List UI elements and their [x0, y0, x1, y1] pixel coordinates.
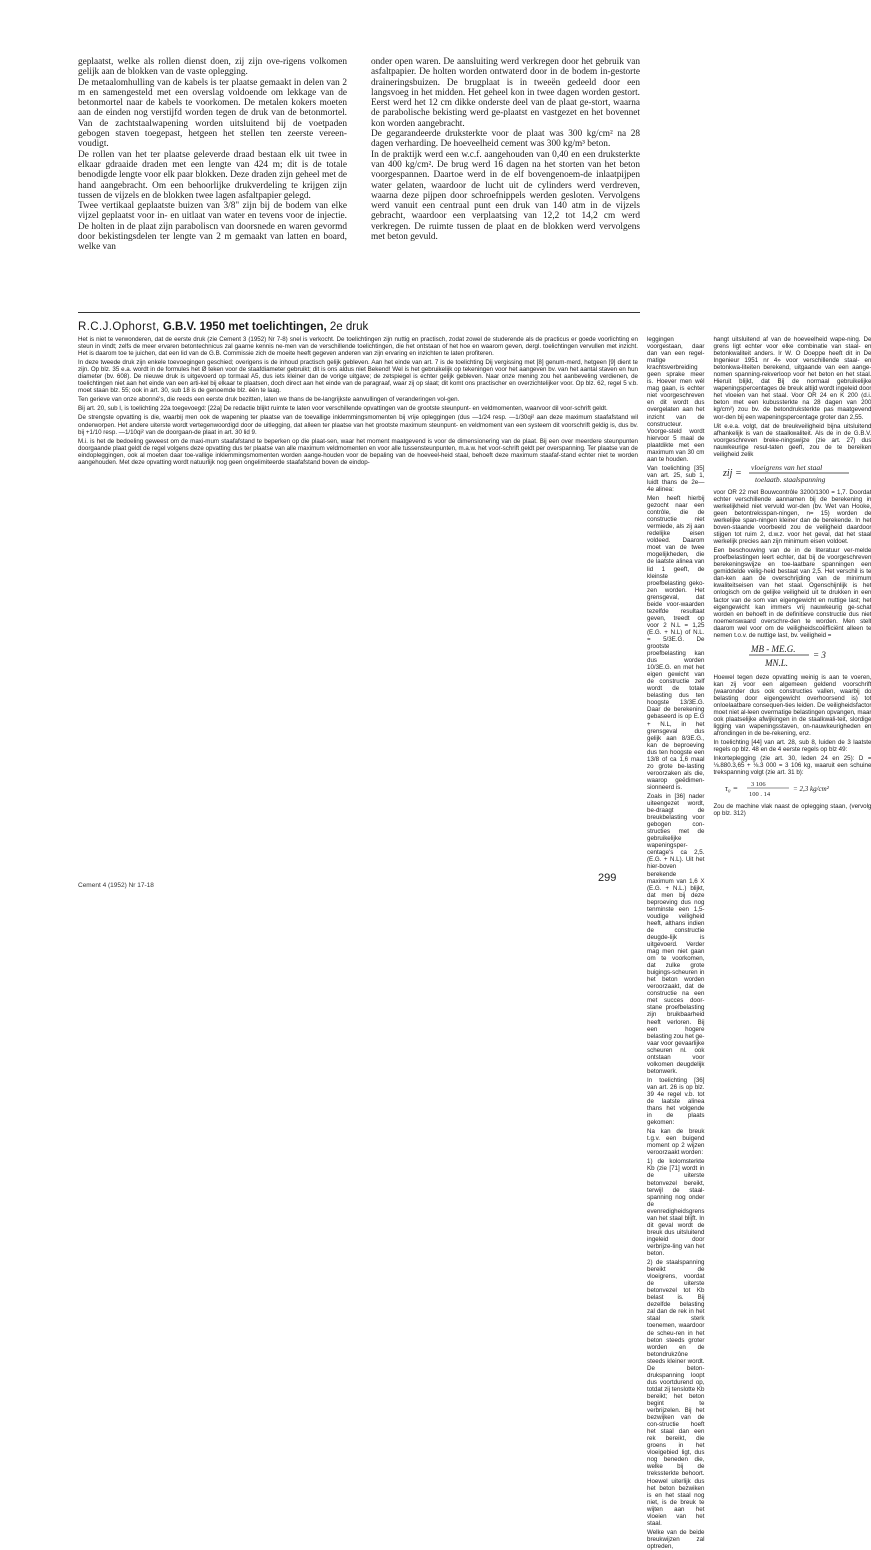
safety-formula-1: [721, 461, 871, 485]
svg-text:100 . 14: 100 . 14: [749, 791, 771, 799]
top-article: [78, 57, 640, 303]
svg-text:zij =: zij =: [723, 467, 743, 479]
paragraph: De gegarandeerde druksterkte voor de plaat was 300 kg/cm² na 28 dagen verharding. De hoeveelheid cement was 300 kg/m³ beton.: [371, 129, 640, 150]
formula3-result: = 2,3 kg/cm²: [793, 785, 830, 794]
formula2-numerator: MB - ME.G.: [751, 643, 796, 654]
paragraph: In toelichting [44] van art. 28, sub 8, luiden de 3 laatste regels op blz. 48 en de 4 eerste regels op blz 49:: [713, 739, 871, 754]
paragraph: In de praktijk werd een w.c.f. aangehouden van 0,40 en een druksterkte van 400 kg/cm². De brug werd 16 dagen na het storten van het beton voorgespannen. Daartoe werd in de elf bovengenoem-de inlaatpijpen water gelaten, waardoor de lucht uit de cylinders werd verdreven, waarna deze pijpen door schroefnippels werden gesloten. Vervolgens werd vanuit een centraal punt een druk van 140 atm in de vijzels gebracht, waardoor een verplaatsing van 12,2 tot 14,2 cm werd verkregen. De ruimte tussen de plaat en de blokken werd vervolgens met beton gevuld.: [371, 149, 640, 243]
paragraph: M.i. is het de bedoeling geweest om de maxi-mum staafafstand te beperken op die plaat-sen, waar het moment maatgevend is voor de dimensionering van de plaat. Bij een over meerdere steunpunten doorgaande plaat geldt de regel volgens deze opvatting dus ter plaatse van alle maximum veldmomenten en voor alle tussensteunpunten, m.a.w. het voor-schrift geldt per overspanning. Ter plaatse van de eindopleggingen, ook al moeten daar toe-vallige inklemmingsmomenten worden aange-houden voor de bepaling van de hoeveel-heid staal, behoeft deze maximum staafaf-stand echter niet te worden aangehouden. Met deze opvatting wordt natuurlijk nog geen ongelimiteerde staafafstand boven de eindop-: [78, 437, 638, 466]
review-column-1: [78, 320, 638, 875]
svg-text:τ₀ =: τ₀ =: [725, 784, 739, 794]
paragraph: De metaalomhulling van de kabels is ter plaatse gemaakt in delen van 2 m en samengesteld met een overslag voldoende om lekkage van de betonmortel naar de kabels te voorkomen. De metalen kokers moeten aan de einden nog verstijfd worden tegen de druk van de betonmortel. Van de zachtstaalwapening worden uitsluitend bij de voetpaden gebogen staven toegepast, hetgeen het stellen ten zeerste vereen-voudigt.: [78, 77, 347, 150]
paragraph: 2) de staalspanning bereikt de vloeigrens, voordat de uiterste betonvezel tot Kb belast is. Bij dezelfde belasting zal dan de rek in het staal sterk toenemen, waardoor de scheu-ren in het beton steeds groter worden en de betondrukzône steeds kleiner wordt. De beton-drukspanning loopt dus voortdurend op, totdat zij tenslotte Kb bereikt; het beton begint te verbrijzelen. Bij het bezwijken van de con-structie hoeft het staal dan een rek bereikt, die groens in het vloeigebied ligt, dus nog beneden die, welke bij de trekssterkte behoort. Hoewel uiterlijk dus het beton bezwiken is en het staal nog niet, is de breuk te wijten aan het vloeien van het staal.: [647, 1259, 705, 1527]
paragraph: Zou de machine vlak naast de oplegging staan, (vervolg op blz. 312): [713, 803, 871, 818]
paragraph: Bij art. 20, sub I, is toelichting 22a toegevoegd: [22a] De redactie blijkt ruimte te laten voor verschillende opvattingen van de grootste steunpunt- en veldmomenten, waarvoor dil voor-schrift geldt.: [78, 405, 608, 413]
paragraph: voor OR 22 met Bouwcontrôle 3200/1300 = 1,7. Doordat echter verschillende aannamen bij de berekening in werkelijkheid niet vervuld wor-den (bv. Wet van Hooke, geen betontreksspan-ningen, n= 15) worden de werkelijke span-ningen kleiner dan de berekende. In het boven-staande voorbeeld zou de veiligheid daardoor stijgen tot ruim 2, d.w.z. voor het geval, dat het staal werkelijk precies aan zijn minimum eisen voldoet.: [713, 488, 871, 546]
top-column-left: [78, 57, 347, 303]
journal-citation: Cement 4 (1952) Nr 17-18: [78, 882, 154, 889]
paragraph: Welke van de beide breukwijzen zal optreden,: [647, 1528, 705, 1550]
paragraph: Van toelichting [35] van art. 25, sub 1, luidt thans de 2e—4e alinea:: [647, 464, 705, 493]
shear-formula: [721, 779, 871, 799]
paragraph: De strengste opvatting is die, waarbij men ook de wapening ter plaatse van de toevallige inklemmingsmomenten bij vrije opleggingen (dus —1/24 resp. —1/30qi² aan deze maximum staafafstand wil onderworpen. Het andere uiterste wordt vertegenwoordigd door de uitlegging, dat alleen ter plaatse van het grootste maximum steunpunt- en veldmoment van een systeem dit voorschrift geldig is, dus bv. bij +1/10 resp. —1/10qi² van de doorgaan-de plaat in art. 30 lid 9.: [78, 414, 638, 436]
paragraph: In toelichting [36] van art. 26 is op blz. 39 4e regel v.b. tot de laatste alinea thans het volgende in de plaats gekomen:: [647, 1076, 705, 1127]
paragraph: geplaatst, welke als rollen dienst doen, zij zijn ove-rigens volkomen gelijk aan de blokken van de vaste oplegging.: [78, 57, 347, 78]
paragraph: onder open waren. De aansluiting werd verkregen door het gebruik van asfaltpapier. De holten worden ontwaterd door in de bodem in-gestorte draineringsbuizen. De brugplaat is in tweeën gedeeld door een langsvoeg in het midden. Het geheel kon in twee dagen worden gestort. Eerst werd het 12 cm dikke onderste deel van de plaat ge-stort, waarna de parabolische bekisting werd ge-plaatst en vastgezet en het bovennet kon worden aangebracht.: [371, 57, 640, 129]
paragraph: Inkorteplegging (zie art. 30, leden 24 en 25): D = ⅛.880.3,65 + ⅛.3 000 = 3 106 kg, waaruit een schuine trekspanning volgt (zie art. 31 b):: [713, 755, 871, 777]
review-edition: 2e druk: [329, 321, 369, 333]
top-column-right: [371, 57, 640, 303]
paragraph: Hoewel tegen deze opvatting weinig is aan te voeren, kan zij voor een algemeen geldend voorschrift (waaronder dus ook constructies vallen, waarbij do belasting door eigengewicht overhoorsend is) tot onloelaatbare consequen-ties leiden. De veiligheidsfactor moet niet al-leen overmatige belastingen opvangen, maar ook plaatselijke afwijkingen in de staalkwali-teit, slordige ligging van wapeningsstaven, on-nauwkeurigheden en afrondingen in de be-rekening, enz.: [713, 673, 871, 738]
section-divider: [78, 312, 640, 313]
paragraph: Zoals in [36] nader uiteengezet wordt, be-draagt de breukbelasting voor gebogen con-structies met de gebruikelijke wapeningsper-centage's ca 2,5. (E.G. + N.L). Uit het hier-boven berekende maximum van 1,6 X (E.G. + N.L.) blijkt, dat men bij deze beproeving dus nog tenminste een 1,5-voudige veiligheid heeft, althans indien de constructie deugde-lijk is uitgevoerd. Verder mag men niet gaan om te voorkomen, dat zulke grote buigings-scheuren in het beton worden veroorzaakt, dat de constructie na een met succes door-stane proefbelasting zijn bruikbaarheid heeft verloren. Bij een hogere belasting zou het ge-vaar voor gevaarlijke scheuren nl. ook ontstaan voor volkomen deugdelijk betonwerk.: [647, 793, 705, 1075]
review-author: R.C.J.Ophorst,: [78, 321, 160, 333]
paragraph: leggingen voorgestaan, daar dan van een regel-matige krachtsverbreiding geen sprake meer is. Hoever men wél mag gaan, is echter niet voorgeschreven en dit wordt dus overgelaten aan het inzicht van de constructeur. Voorge-steld wordt hiervoor 5 maal de plaatdikte met een maximum van 30 cm aan te houden.: [647, 336, 705, 463]
paragraph: In deze tweede druk zijn enkele toevoegingen geschied; overigens is de inhoud practisch gelijk gebleven. Aan het einde van art. 7 is de toelichting Dij vergissing met [8] genum-merd, hetgeen [9] dient te zijn. Op blz. 35 e.a. wordt in de formules het Ø teken voor de staafdiameter gebruikt; dit is ons aldus niet Bekend! Wel is het gebruikelijk op tekeningen voor het aangeven bv. van het aantal staven en hun diameter (bv. 608). De nieuwe druk is uitgevoerd op tormaal A5, dus iets kleiner dan de vorige uitgave; de zetspiegel is echter gelijk gebleven. Naar onze mening zou het aanbeveling verdienen, de toelichtingen niet aan het einde van een arti-kel bij elkaar te plaatsen, doch direct aan het einde van de paragraaf, waar zij op slaat; dit komt ons practischer en overzichtelijker voor. Op blz. 62, regel 5 v.b. moet staan blz. 55; ook in art. 30, sub 18 is de genoemde blz. één te laag.: [78, 359, 638, 395]
formula1-denominator: toelaatb. staalspanning: [755, 474, 826, 484]
paragraph: Een beschouwing van de in de literatuur ver-melde proefbelastingen leert echter, dat bij de voorgeschreven berekeningswijze en toe-laatbare spanningen een gemiddelde veilig-heid bestaat van 2,5. Het verschil is te dan-ken aan de overschrijding van de minimum kwaliteitseisen van het staal. Ogenschijnlijk is het onlogisch om de gelijke veiligheid uit te drukken in een factor van de som van eigengewicht en nuttige last; het eigengewicht kan immers vrij nauwkeurig ge-schat worden en behoeft in de definitieve constructie dus niet noemenswaard overschre-den te worden. Men stelt daarom wel voor om de veiligheidscoëfficiënt alleen te nemen t.o.v. de nuttige last, bv. veiligheid =: [713, 547, 871, 639]
paragraph: Men heeft hierbij gezocht naar een contrôle, die de constructie niet vermiede, als zij aan redelijke eisen voldeed. Daarom moet van de twee mogelijkheden, die de laatste alinea van lid 1 geeft, de kleinste proefbelasting geko-zen worden. Het grensgeval, dat beide voor-waarden tezelfde resultaat geven, treedt op voor 2 N.L = 1,25 (E.G. + N.L) of N.L. = 5/3E.G. De grootste proefbelasting kan dus worden 10/3E.G. en met het eigen gewicht van de constructie zelf wordt de totale belasting dus ten hoogste 13/3E.G. Daar de berekening gebaseerd is op E.G + N.L, in het grensgeval dus gelijk aan 8/3E.G., kan de beproeving dus ten hoogste een 13/8 of ca 1,6 maal zo grote be-lasting veroorzaken als die, waarop geëdimen-sionneerd is.: [647, 495, 705, 791]
formula1-numerator: vloeigrens van het staal: [751, 462, 823, 472]
review-column-2: [647, 320, 705, 1550]
paragraph: Twee vertikaal geplaatste buizen van 3/8" zijn bij de bodem van elke vijzel geplaatst voor in- en uitlaat van water en tevens voor de injectie. De holten in de plaat zijn paraboliscn van doorsnede en waren gevormd door bekistingsdelen ter lengte van 2 m gemaakt van latten en board, welke van: [78, 201, 347, 253]
paragraph: hangt uitsluitend af van de hoeveelheid wape-ning. De grens ligt echter voor elke combinatie van staal- en betonkwaliteit anders. Ir W. O Doeppe heeft dit in De Ingenieur 1951 nr 4» voor verschillende staal- en betonkwa-liteiten berekend, uitgaande van een aange-nomen spanning-rekverloop voor het beton en het staal. Hieruit blijkt, dat Bij de normaal gebruikelijke wapeningspercentages de breuk altijd wordt ingeleid door het vloeien van het staal. Voor OR 24 en K 200 (d.i. beton met een kubussterkte na 28 dagen van 200 kg/cm²) zou bv. de betondruksterkte pas maatgevend wor-den bij een wapeningspercentage groter dan 2,55.: [713, 336, 871, 421]
safety-formula-2: [721, 642, 871, 670]
page-number: 299: [598, 872, 617, 884]
review-heading: [78, 320, 638, 334]
paragraph: 1) de kolomsterkte Kb (zie [71] wordt in de uiterste betonvezel bereikt, terwijl de staal-spanning nog onder de evenredigheidsgrens van het staal blijft. In dit geval wordt de breuk dus uitsluitend ingeleid door verbrijze-ling van het beton.: [647, 1158, 705, 1257]
formula2-equals: = 3: [813, 649, 827, 660]
paragraph: Na kan de breuk t.g.v. een buigend moment op 2 wijzen veroorzaakt worden:: [647, 1128, 705, 1157]
paragraph: De rollen van het ter plaatse geleverde draad bestaan elk uit twee in elkaar gdraaide draden met een lengte van 424 m; dit is de totale benodigde lengte voor elk paar blokken. Deze draden zijn geheel met de hand aangebracht. Om een behoorlijke drukverdeling te krijgen zijn tussen de vijzels en de blokken twee lagen asfaltpapier gelegd.: [78, 149, 347, 201]
paragraph: Het is niet te verwonderen, dat de eerste druk (zie Cement 3 (1952) Nr 7-8) snel is verkocht. De toelichtingen zijn nuttig en practisch, zodat zowel de studerende als de practicus er goede voorlichting en steun in vindt; zelfs de meer ervaren betontechnicus zal gaarne kennis ne-men van de verschillende toelichtingen, die het ontstaan of het hoe en waarom geven, dergl. toelichtingen vervullen met inzicht. Het is daarom toe te juichen, dat een lid van de G.B. Commissie zich de moeite heeft gegeven anderen van zijn ervaring en inzichten te laten profiteren.: [78, 336, 638, 358]
formula2-denominator: MN.L.: [765, 657, 789, 668]
review-title: G.B.V. 1950 met toelichtingen,: [162, 321, 327, 333]
paragraph: Ten gerieve van onze abonné's, die reeds een eerste druk bezitten, laten we thans de be-langrijkste aanvullingen of veranderingen vol-gen.: [78, 396, 460, 404]
paragraph: Uit e.e.a. volgt, dat de breukveiligheid bijna uitsluitend afhankelijk is van de staalkwaliteit. Als de in de G.B.V. voorgeschreven breke-ningswijze (zie art. 27) dus nauwkeurige resul-taten geeft, zou de te bereiken veiligheid zelik: [713, 422, 871, 458]
svg-text:3 106: 3 106: [751, 781, 767, 789]
review-column-3: [713, 320, 871, 875]
